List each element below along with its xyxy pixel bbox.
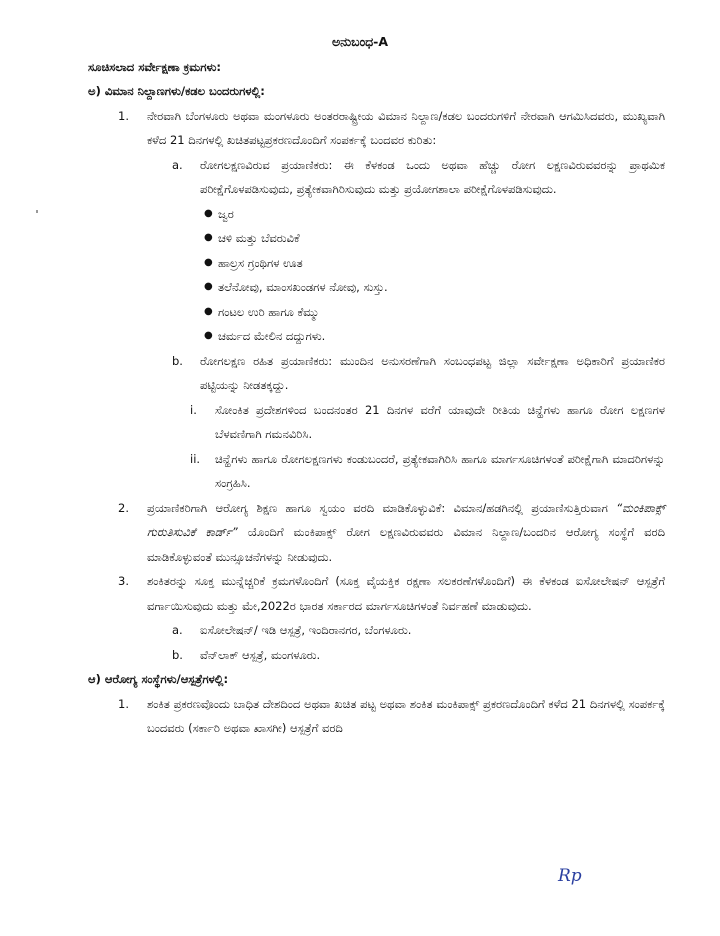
item-number: a.	[172, 157, 183, 172]
heading: ಸೂಚಿಸಲಾದ ಸರ್ವೇಕ್ಷಣಾ ಕ್ರಮಗಳು:	[88, 59, 221, 74]
list-item	[190, 447, 665, 496]
bullet-item	[204, 226, 720, 251]
section-b-heading: ಆ) ಆರೋಗ್ಯ ಸಂಸ್ಥೆಗಳು/ಆಸ್ಪತ್ರೆಗಳಲ್ಲಿ:	[88, 672, 229, 686]
bullet-icon: ●	[204, 207, 213, 219]
list-item	[118, 496, 665, 570]
bullet-icon: ●	[204, 305, 213, 317]
item-number: a.	[172, 623, 183, 637]
item-number: i.	[190, 402, 197, 417]
item-text: ವೆನ್‌ಲಾಕ್ ಆಸ್ಪತ್ರೆ, ಮಂಗಳೂರು.	[200, 647, 321, 662]
item-number: b.	[172, 353, 183, 368]
list-item	[118, 104, 665, 153]
item-text: ನೇರವಾಗಿ ಬೆಂಗಳೂರು ಅಥವಾ ಮಂಗಳೂರು ಅಂತರರಾಷ್ಟ್ರೀಯ ವಿಮಾನ ನಿಲ್ದಾಣ/ಕಡಲ ಬಂದರುಗಳಿಗೆ ನೇರವಾಗಿ ಆಗಮಿಸಿದವರು, ಮುಖ್ಯವಾಗಿ ಕಳೆದ 21 ದಿನಗಳಲ್ಲಿ ಖಚಿತಪಟ್ಟಪ್ರಕರಣದೊಂದಿಗೆ ಸಂಪರ್ಕಕ್ಕೆ ಬಂದವರ ಕುರಿತು:	[147, 108, 665, 147]
bullet-item	[204, 300, 720, 325]
bullet-icon: ●	[204, 232, 213, 243]
bullet-icon: ●	[204, 281, 213, 292]
section-a-heading: ಅ) ವಿಮಾನ ನಿಲ್ದಾಣಗಳು/ಕಡಲ ಬಂದರುಗಳಲ್ಲಿ:	[88, 84, 265, 98]
item-text: ರೋಗಲಕ್ಷಣವಿರುವ ಪ್ರಯಾಣಿಕರು: ಈ ಕೆಳಕಂಡ ಒಂದು ಅಥವಾ ಹೆಚ್ಚು ರೋಗ ಲಕ್ಷಣವಿರುವವರನ್ನು ಪ್ರಾಥಮಿಕ ಪರೀಕ್ಷೆಗೊಳಪಡಿಸುವುದು, ಪ್ರತ್ಯೇಕವಾಗಿರಿಸುವುದು ಮತ್ತು ಪ್ರಯೋಗಶಾಲಾ ಪರೀಕ್ಷೆಗೊಳಪಡಿಸುವುದು.	[200, 157, 665, 196]
bullet-text: ಹಾಲ್ರಸ ಗ್ರಂಥಿಗಳ ಊತ	[218, 255, 303, 270]
bullet-item	[204, 275, 720, 300]
item-number: ii.	[190, 451, 201, 466]
bullet-item	[204, 251, 720, 276]
list-item	[172, 153, 665, 202]
list-item	[118, 692, 665, 741]
bullet-text: ಗಂಟಲ ಉರಿ ಹಾಗೂ ಕೆಮ್ಮು	[218, 304, 320, 319]
item-text: ಪ್ರಯಾಣಿಕರಿಗಾಗಿ ಆರೋಗ್ಯ ಶಿಕ್ಷಣ ಹಾಗೂ ಸ್ವಯಂ ವರದಿ ಮಾಡಿಕೊಳ್ಳುವಿಕೆ: ವಿಮಾನ/ಹಡಗಿನಲ್ಲಿ ಪ್ರಯಾಣಿಸುತ್ತಿರುವಾಗ	[147, 500, 617, 515]
item-number: 1.	[118, 108, 129, 123]
item-text: ಐಸೋಲೇಷನ್/ ಇಡಿ ಆಸ್ಪತ್ರೆ, ಇಂದಿರಾನಗರ, ಬೆಂಗಳೂರು.	[200, 623, 412, 637]
document-page	[0, 30, 720, 741]
bullet-text: ಜ್ವರ	[218, 206, 234, 221]
item-number: 3.	[118, 574, 129, 588]
item-text: ರೋಗಲಕ್ಷಣ ರಹಿತ ಪ್ರಯಾಣಿಕರು: ಮುಂದಿನ ಅನುಸರಣೆಗಾಗಿ ಸಂಬಂಧಪಟ್ಟ ಜಿಲ್ಲಾ ಸರ್ವೇಕ್ಷಣಾ ಅಧಿಕಾರಿಗೆ ಪ್ರಯಾಣಿಕರ ಪಟ್ಟಿಯನ್ನು ನೀಡತಕ್ಕದ್ದು.	[200, 353, 665, 392]
item-number: b.	[172, 647, 183, 662]
handwritten-initials: Rp	[558, 866, 582, 886]
annexure-title: ಅನುಬಂಧ-A	[331, 34, 389, 49]
bullet-text: ಚರ್ಮದ ಮೇಲಿನ ದದ್ದುಗಳು.	[218, 329, 326, 343]
item-text: ಶಂಕಿತ ಪ್ರಕರಣವೊಂದು ಬಾಧಿತ ದೇಶದಿಂದ ಅಥವಾ ಖಚಿತ ಪಟ್ಟ ಅಥವಾ ಶಂಕಿತ ಮಂಕಿಪಾಕ್ಸ್ ಪ್ರಕರಣದೊಂದಿಗೆ ಕಳೆದ 21 ದಿನಗಳಲ್ಲಿ ಸಂಪರ್ಕಕ್ಕೆ ಬಂದವರು (ಸರ್ಕಾರಿ ಅಥವಾ ಖಾಸಗೀ) ಆಸ್ಪತ್ರೆಗೆ ವರದಿ	[147, 696, 665, 735]
list-item	[172, 349, 665, 398]
list-item	[172, 618, 665, 643]
item-text: ಚಿನ್ಹೆಗಳು ಹಾಗೂ ರೋಗಲಕ್ಷಣಗಳು ಕಂಡುಬಂದರೆ, ಪ್ರತ್ಯೇಕವಾಗಿರಿಸಿ ಹಾಗೂ ಮಾರ್ಗಸೂಚಿಗಳಂತೆ ಪರೀಕ್ಷೆಗಾಗಿ ಮಾದರಿಗಳನ್ನು ಸಂಗ್ರಹಿಸಿ.	[215, 451, 665, 490]
bullet-text: ತಲೆನೋವು, ಮಾಂಸಖಂಡಗಳ ನೋವು, ಸುಸ್ತು.	[218, 280, 388, 294]
bullet-icon: ●	[204, 330, 213, 341]
list-item	[172, 643, 665, 668]
bullet-item	[204, 202, 720, 227]
list-item	[190, 398, 665, 447]
bullet-text: ಚಳಿ ಮತ್ತು ಬೆವರುವಿಕೆ	[218, 231, 300, 245]
item-number: 1.	[118, 696, 129, 711]
item-text: ಸೋಂಕಿತ ಪ್ರದೇಶಗಳಿಂದ ಬಂದನಂತರ 21 ದಿನಗಳ ವರೆಗೆ ಯಾವುದೇ ರೀತಿಯ ಚಿನ್ಹೆಗಳು ಹಾಗೂ ರೋಗ ಲಕ್ಷಣಗಳ ಬೆಳವಣಿಗಾಗಿ ಗಮನವಿರಿಸಿ.	[215, 402, 665, 441]
bullet-item	[204, 324, 720, 349]
item-text: ಶಂಕಿತರನ್ನು ಸೂಕ್ತ ಮುನ್ನೆಚ್ಚರಿಕೆ ಕ್ರಮಗಳೊಂದಿಗೆ (ಸೂಕ್ತ ವೈಯಕ್ತಿಕ ರಕ್ಷಣಾ ಸಲಕರಣೆಗಳೊಂದಿಗೆ) ಈ ಕೆಳಕಂಡ ಐಸೋಲೇಷನ್ ಆಸ್ಪತ್ರೆಗೆ ವರ್ಗಾಯಿಸುವುದು ಮತ್ತು ಮೇ,2022ರ ಭಾರತ ಸರ್ಕಾರದ ಮಾರ್ಗಸೂಚಿಗಳಂತೆ ನಿರ್ವಹಣೆ ಮಾಡುವುದು.	[147, 574, 665, 613]
monkeypox-card-name: “ಮಂಕಿಪಾಕ್ಸ್ ಗುರುತಿಸುವಿಕೆ ಕಾರ್ಡ್”	[147, 500, 665, 539]
item-text: ಯೊಂದಿಗೆ ಮಂಕಿಪಾಕ್ಸ್ ರೋಗ ಲಕ್ಷಣವಿರುವವರು ವಿಮಾನ ನಿಲ್ದಾಣ/ಬಂದರಿನ ಆರೋಗ್ಯ ಸಂಸ್ಥೆಗೆ ವರದಿ ಮಾಡಿಕೊಳ್ಳುವಂತೆ ಮುನ್ಸೂಚನೆಗಳನ್ನು ನೀಡುವುದು.	[147, 525, 665, 564]
list-item	[118, 569, 665, 618]
bullet-icon: ●	[204, 256, 213, 268]
item-number: 2.	[118, 500, 129, 515]
